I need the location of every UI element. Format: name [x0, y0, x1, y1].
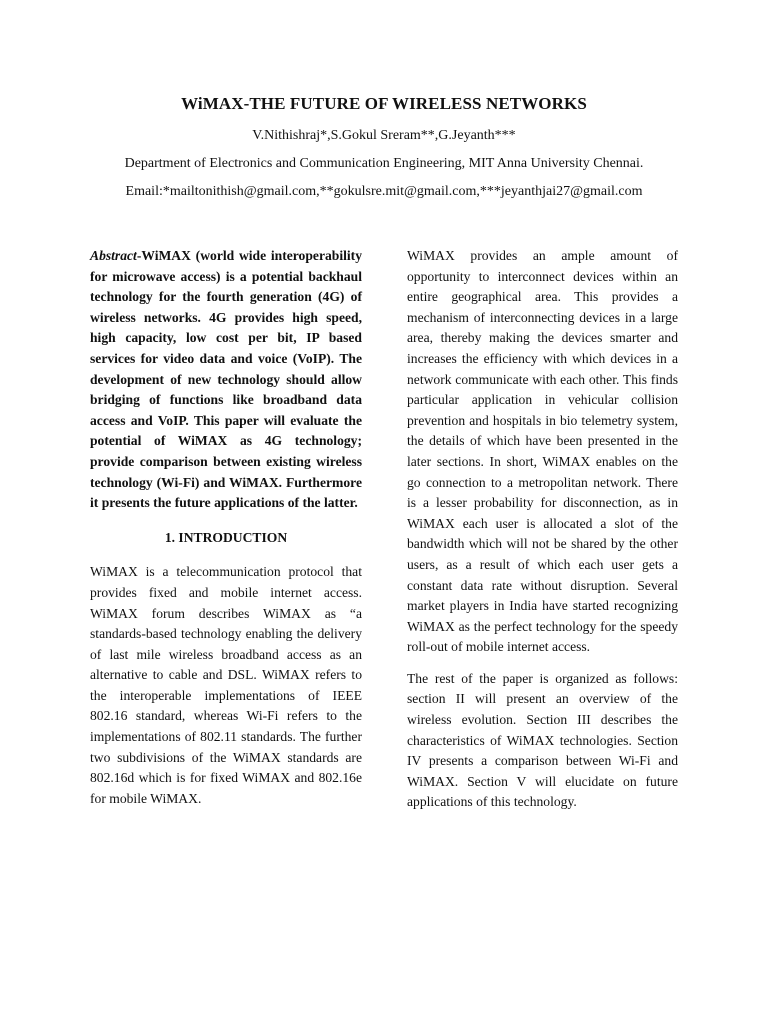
abstract-label: Abstract: [90, 248, 137, 263]
paper-title: WiMAX-THE FUTURE OF WIRELESS NETWORKS: [181, 94, 587, 113]
abstract-paragraph: [90, 246, 362, 514]
author-list: V.Nithishraj*,S.Gokul Sreram**,G.Jeyanth***: [252, 128, 516, 143]
abstract-text: -WiMAX (world wide interoperability for microwave access) is a potential backhaul technology for the fourth generation (4G) of wireless networks. 4G provides high speed, high capacity, low cost per bit, IP based services for video data and voice (VoIP). The development of new technology should allow bridging of functions like broadband data access and VoIP. This paper will evaluate the potential of WiMAX as 4G technology; provide comparison between existing wireless technology (Wi-Fi) and WiMAX. Furthermore it presents the future applications of the latter.: [90, 248, 362, 511]
email-line: Email:*mailtonithish@gmail.com,**gokulsre.mit@gmail.com,***jeyanthjai27@gmail.com: [125, 184, 643, 199]
left-column: [90, 246, 362, 809]
body-paragraph-1: WiMAX is a telecommunication protocol that provides fixed and mobile internet access. WiMAX forum describes WiMAX as “a standards-based technology enabling the delivery of last mile wireless broadband access as an alternative to cable and DSL. WiMAX refers to the interoperable implementations of IEEE 802.16 standard, whereas Wi-Fi refers to the implementations of 802.11 standards. The further two subdivisions of the WiMAX standards are 802.16d which is for fixed WiMAX and 802.16e for mobile WiMAX.: [90, 564, 362, 806]
affiliation: Department of Electronics and Communication Engineering, MIT Anna University Chennai.: [124, 156, 644, 171]
right-column: [407, 246, 678, 813]
body-paragraph-2: WiMAX provides an ample amount of opportunity to interconnect devices within an entire geographical area. This provides a mechanism of interconnecting devices in a large area, thereby making the devices smarter and increases the efficiency with which devices in a network communicate with each other. This finds particular application in vehicular collision prevention and hospitals in bio telemetry system, the details of which have been presented in the later sections. In short, WiMAX enables on the go connection to a metropolitan network. There is a lesser probability for disconnection, as in WiMAX each user is allocated a slot of the bandwidth which will not be shared by the other users, as a result of which each user gets a constant data rate without disruption. Several market players in India have started recognizing WiMAX as the perfect technology for the speedy roll-out of mobile internet access.: [407, 248, 678, 655]
body-paragraph-3: The rest of the paper is organized as follows: section II will present an overview of the wireless evolution. Section III describes the characteristics of WiMAX technologies. Section IV presents a comparison between Wi-Fi and WiMAX. Section V will elucidate on future applications of this technology.: [407, 670, 678, 810]
section-heading-introduction: 1. INTRODUCTION: [164, 529, 288, 545]
